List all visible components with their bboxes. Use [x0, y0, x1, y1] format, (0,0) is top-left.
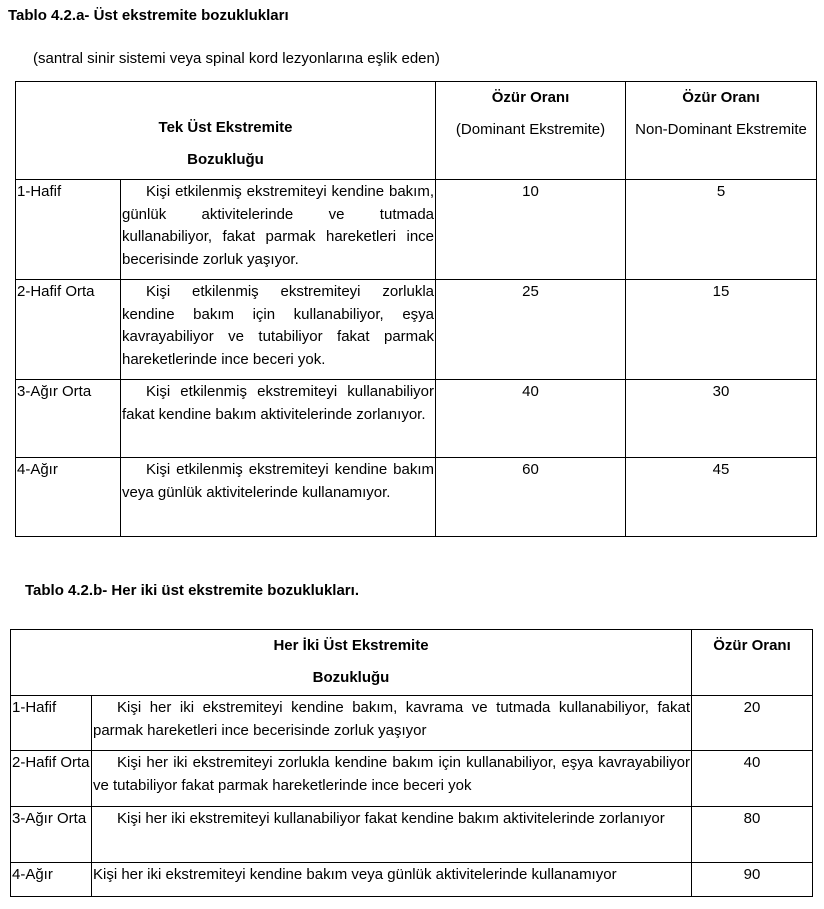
- dominant-rate: 10: [436, 180, 626, 280]
- table-b-title: Tablo 4.2.b- Her iki üst ekstremite bozuklukları.: [25, 582, 359, 599]
- table-b-header-main: [11, 630, 692, 696]
- table-row: [16, 380, 817, 458]
- disability-rate: 80: [692, 807, 813, 863]
- description: Kişi etkilenmiş ekstremiteyi kendine bakım veya günlük aktivitelerinde kullanamıyor.: [121, 458, 436, 537]
- table-row: [11, 696, 813, 751]
- dominant-rate: 25: [436, 280, 626, 380]
- description: Kişi etkilenmiş ekstremiteyi kullanabiliyor fakat kendine bakım aktivitelerinde zorlanıyor.: [121, 380, 436, 458]
- severity-level: 1-Hafif: [11, 696, 92, 751]
- description: Kişi her iki ekstremiteyi kendine bakım veya günlük aktivitelerinde kullanamıyor: [92, 863, 692, 897]
- severity-level: 4-Ağır: [16, 458, 121, 537]
- table-row: [11, 863, 813, 897]
- non-dominant-rate: 30: [626, 380, 817, 458]
- non-dominant-rate: 5: [626, 180, 817, 280]
- severity-level: 2-Hafif Orta: [11, 751, 92, 807]
- severity-level: 4-Ağır: [11, 863, 92, 897]
- disability-rate: 20: [692, 696, 813, 751]
- disability-rate: 40: [692, 751, 813, 807]
- description: Kişi etkilenmiş ekstremiteyi kendine bakım, günlük aktivitelerinde ve tutmada kullanabiliyor, fakat parmak hareketleri ince becerisinde zorluk yaşıyor.: [121, 180, 436, 280]
- non-dominant-rate: 15: [626, 280, 817, 380]
- table-a-header-dominant: [436, 82, 626, 180]
- table-a-header-row: [16, 82, 817, 180]
- dominant-rate: 60: [436, 458, 626, 537]
- table-row: [11, 807, 813, 863]
- table-b-header-row: [11, 630, 813, 696]
- table-b: [10, 629, 813, 897]
- table-a-title: Tablo 4.2.a- Üst ekstremite bozuklukları: [8, 7, 289, 24]
- table-row: [16, 180, 817, 280]
- table-a-header-dominant-title: Özür Oranı: [491, 89, 570, 106]
- table-a-header-main-line2: Bozukluğu: [187, 151, 264, 168]
- dominant-rate: 40: [436, 380, 626, 458]
- table-a-header-main: [16, 82, 436, 180]
- table-a: [15, 81, 817, 537]
- table-a-header-dominant-sub: (Dominant Ekstremite): [455, 121, 606, 138]
- table-row: [16, 280, 817, 380]
- table-b-header-main-line2: Bozukluğu: [312, 669, 390, 686]
- table-b-header-main-line1: Her İki Üst Ekstremite: [273, 637, 429, 654]
- table-a-header-main-line1: Tek Üst Ekstremite: [158, 119, 293, 136]
- table-a-subtitle: (santral sinir sistemi veya spinal kord lezyonlarına eşlik eden): [33, 50, 440, 67]
- non-dominant-rate: 45: [626, 458, 817, 537]
- disability-rate: 90: [692, 863, 813, 897]
- table-a-header-non-dominant: [626, 82, 817, 180]
- table-row: [16, 458, 817, 537]
- description: Kişi her iki ekstremiteyi kullanabiliyor fakat kendine bakım aktivitelerinde zorlanıyor: [92, 807, 692, 863]
- description: Kişi her iki ekstremiteyi kendine bakım, kavrama ve tutmada kullanabiliyor, fakat parmak hareketleri ince becerisinde zorluk yaşıyor: [92, 696, 692, 751]
- table-a-header-non-dominant-title: Özür Oranı: [682, 89, 760, 106]
- severity-level: 1-Hafif: [16, 180, 121, 280]
- table-row: [11, 751, 813, 807]
- severity-level: 2-Hafif Orta: [16, 280, 121, 380]
- severity-level: 3-Ağır Orta: [16, 380, 121, 458]
- severity-level: 3-Ağır Orta: [11, 807, 92, 863]
- table-b-header-rate: Özür Oranı: [692, 630, 813, 696]
- table-a-header-non-dominant-sub: Non-Dominant Ekstremite: [635, 121, 807, 138]
- description: Kişi etkilenmiş ekstremiteyi zorlukla kendine bakım için kullanabiliyor, eşya kavrayabiliyor ve tutabiliyor fakat parmak hareketlerinde ince beceri yok.: [121, 280, 436, 380]
- description: Kişi her iki ekstremiteyi zorlukla kendine bakım için kullanabiliyor, eşya kavrayabiliyor ve tutabiliyor fakat parmak hareketlerinde ince beceri yok: [92, 751, 692, 807]
